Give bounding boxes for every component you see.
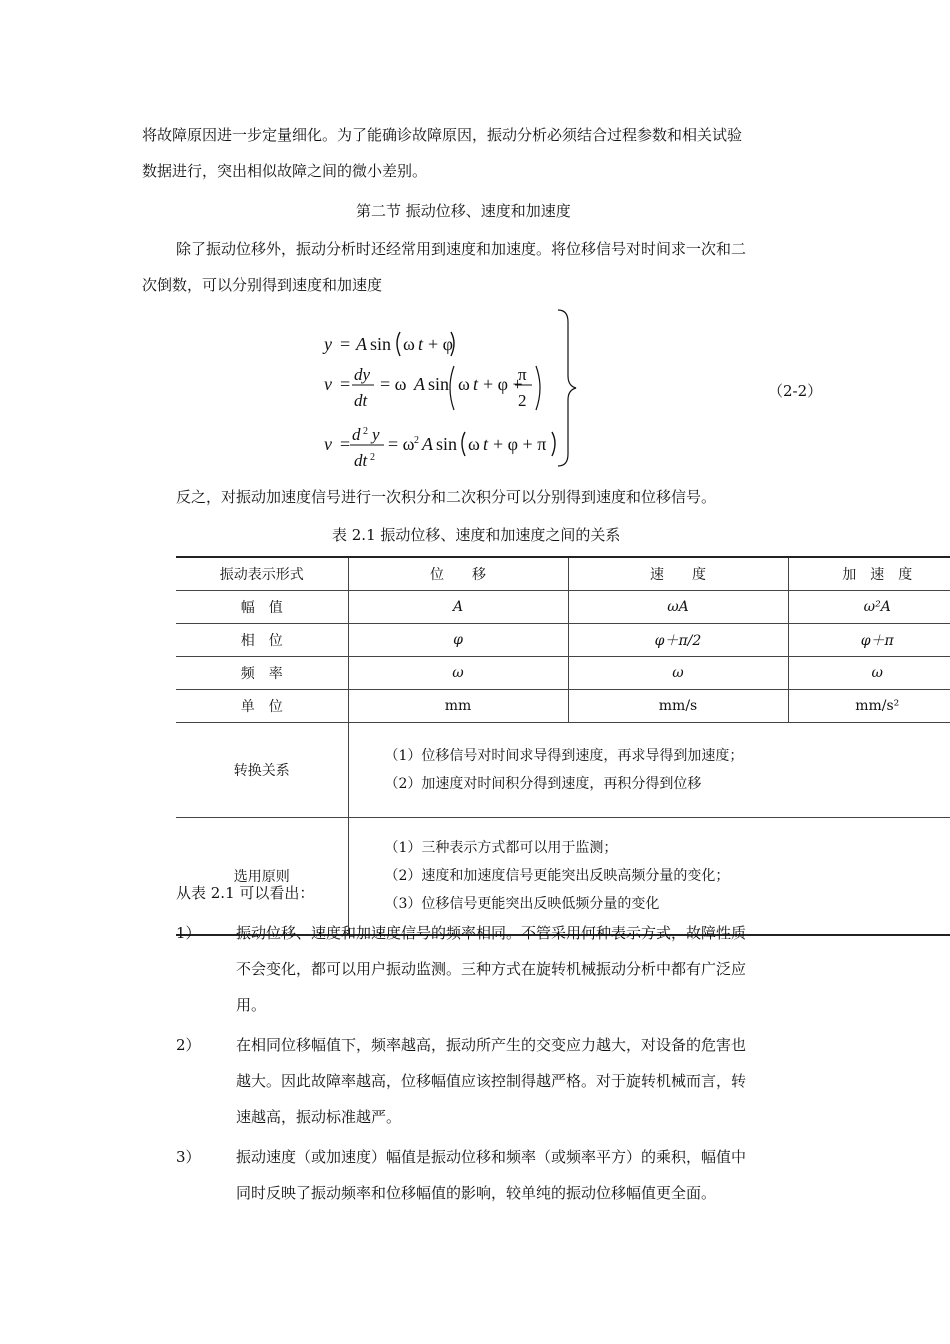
- svg-text:t: t: [418, 334, 424, 354]
- list-1-line-1: 振动位移、速度和加速度信号的频率相同。不管采用何种表示方式，故障性质: [236, 924, 747, 942]
- svg-text:ω: ω: [403, 334, 415, 354]
- header-cell: 振动表示形式: [176, 557, 348, 591]
- table-row: [176, 690, 950, 723]
- table-cell: mm/s: [568, 690, 788, 723]
- paragraph-1-line-1: 将故障原因进一步定量细化。为了能确诊故障原因，振动分析必须结合过程参数和相关试验: [142, 126, 743, 144]
- list-3-line-2: 同时反映了振动频率和位移幅值的影响，较单纯的振动位移幅值更全面。: [236, 1184, 717, 1202]
- svg-text:ω: ω: [468, 434, 480, 454]
- svg-text:2: 2: [518, 391, 527, 410]
- svg-text:y: y: [324, 334, 332, 354]
- header-cell: 加 速 度: [788, 557, 950, 591]
- svg-text:2: 2: [414, 435, 419, 446]
- svg-text:dt: dt: [354, 451, 368, 470]
- equation-1: [322, 332, 454, 356]
- svg-text:+ φ + π: + φ + π: [493, 434, 547, 454]
- table-cell: ω: [348, 657, 568, 690]
- svg-text:sin: sin: [370, 334, 392, 354]
- selection-line-3: （3）位移信号更能突出反映低频分量的变化: [384, 896, 660, 912]
- paragraph-3: 反之，对振动加速度信号进行一次积分和二次积分可以分别得到速度和位移信号。: [176, 488, 717, 506]
- table-row: [176, 624, 950, 657]
- svg-text:dt: dt: [354, 391, 368, 410]
- row-label: 幅 值: [176, 591, 348, 624]
- table-cell: ω: [788, 657, 950, 690]
- list-2-line-2: 越大。因此故障率越高，位移幅值应该控制得越严格。对于旋转机械而言，转: [236, 1072, 747, 1090]
- table-row: [176, 657, 950, 690]
- svg-text:=: =: [340, 434, 351, 454]
- equation-2: [324, 365, 540, 410]
- list-number-3: 3）: [176, 1148, 201, 1166]
- section-heading: 第二节 振动位移、速度和加速度: [356, 202, 571, 220]
- table-cell: φ: [348, 624, 568, 657]
- list-2-line-3: 速越高，振动标准越严。: [236, 1108, 402, 1126]
- table-row: [176, 591, 950, 624]
- paragraph-1-line-2: 数据进行，突出相似故障之间的微小差别。: [142, 162, 428, 180]
- conversion-text: [348, 723, 950, 818]
- table-header-row: [176, 557, 950, 591]
- svg-text:A: A: [356, 334, 367, 354]
- list-1-line-3: 用。: [236, 996, 267, 1014]
- table-cell: ω: [568, 657, 788, 690]
- svg-text:sin: sin: [436, 434, 458, 454]
- row-label: 频 率: [176, 657, 348, 690]
- svg-text:t: t: [473, 374, 479, 394]
- svg-text:y: y: [372, 425, 380, 444]
- svg-text:d: d: [352, 425, 361, 444]
- conversion-line-2: （2）加速度对时间积分得到速度，再积分得到位移: [384, 776, 702, 792]
- svg-text:ω: ω: [458, 374, 470, 394]
- selection-line-1: （1）三种表示方式都可以用于监测；: [384, 840, 618, 856]
- svg-text:v: v: [324, 374, 332, 394]
- svg-text:v: v: [324, 434, 332, 454]
- vibration-table: [176, 556, 950, 936]
- row-label: 选用原则: [176, 818, 348, 936]
- svg-text:sin: sin: [428, 374, 450, 394]
- selection-text: [348, 818, 950, 936]
- list-number-1: 1）: [176, 924, 201, 942]
- table-cell: φ＋π: [788, 624, 950, 657]
- equation-number: （2-2）: [768, 382, 823, 400]
- svg-text:=: =: [340, 334, 351, 354]
- list-1-line-2: 不会变化，都可以用户振动监测。三种方式在旋转机械振动分析中都有广泛应: [236, 960, 747, 978]
- table-cell: A: [348, 591, 568, 624]
- list-3-line-1: 振动速度（或加速度）幅值是振动位移和频率（或频率平方）的乘积，幅值中: [236, 1148, 747, 1166]
- row-label: 相 位: [176, 624, 348, 657]
- table-caption: 表 2.1 振动位移、速度和加速度之间的关系: [332, 526, 621, 544]
- list-number-2: 2）: [176, 1036, 201, 1054]
- table-row-conversion: [176, 723, 950, 818]
- svg-text:= ω: = ω: [388, 434, 415, 454]
- svg-text:A: A: [414, 374, 425, 394]
- paragraph-2-line-2: 次倒数，可以分别得到速度和加速度: [142, 276, 383, 294]
- svg-text:+ φ +: + φ +: [483, 374, 523, 394]
- svg-text:A: A: [422, 434, 433, 454]
- svg-text:π: π: [518, 365, 527, 384]
- conversion-line-1: （1）位移信号对时间求导得到速度，再求导得到加速度；: [384, 748, 744, 764]
- table-cell: φ＋π/2: [568, 624, 788, 657]
- after-table-text: 从表 2.1 可以看出：: [176, 884, 315, 902]
- table-cell: mm/s²: [788, 690, 950, 723]
- table-cell: ωA: [568, 591, 788, 624]
- header-cell: 位 移: [348, 557, 568, 591]
- list-2-line-1: 在相同位移幅值下，频率越高，振动所产生的交变应力越大，对设备的危害也: [236, 1036, 747, 1054]
- right-brace: [558, 310, 576, 466]
- table-row-selection: [176, 818, 950, 936]
- row-label: 单 位: [176, 690, 348, 723]
- svg-text:= ω: = ω: [380, 374, 407, 394]
- table-cell: ω²A: [788, 591, 950, 624]
- svg-text:+ φ: + φ: [428, 334, 454, 354]
- svg-text:=: =: [340, 374, 351, 394]
- table-cell: mm: [348, 690, 568, 723]
- selection-line-2: （2）速度和加速度信号更能突出反映高频分量的变化；: [384, 868, 730, 884]
- equation-3: [324, 425, 555, 470]
- svg-text:2: 2: [370, 452, 375, 463]
- svg-text:t: t: [483, 434, 489, 454]
- svg-text:dy: dy: [354, 365, 371, 384]
- row-label: 转换关系: [176, 723, 348, 818]
- header-cell: 速 度: [568, 557, 788, 591]
- svg-text:2: 2: [363, 426, 368, 437]
- paragraph-2-line-1: 除了振动位移外，振动分析时还经常用到速度和加速度。将位移信号对时间求一次和二: [176, 240, 747, 258]
